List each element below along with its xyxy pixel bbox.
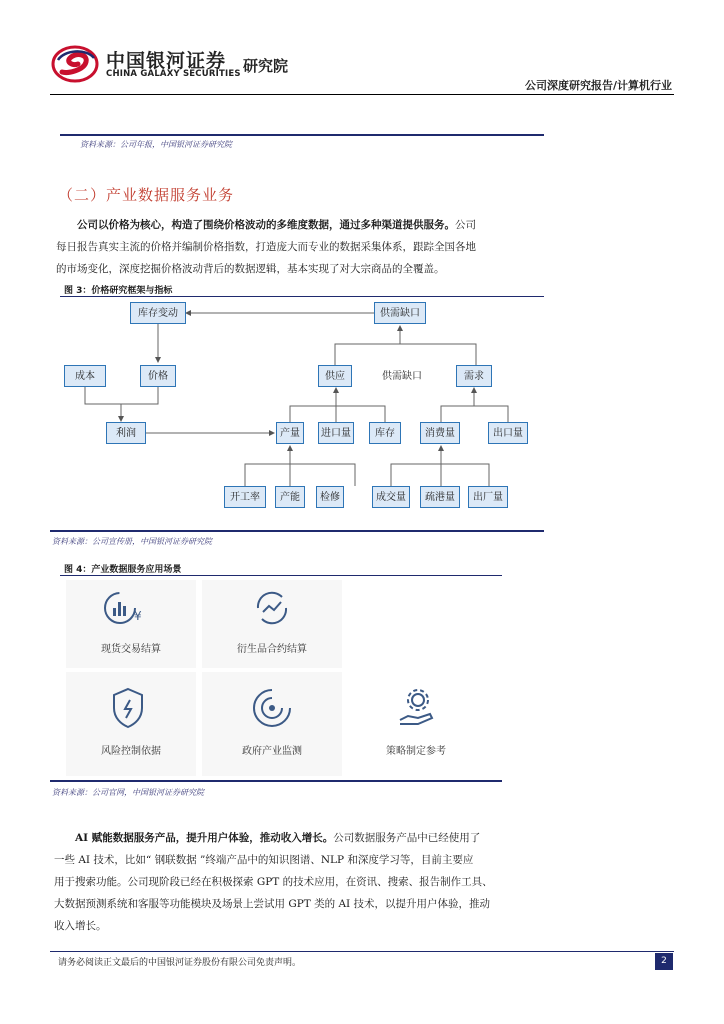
node-supply-gap-top: 供需缺口 bbox=[374, 302, 426, 324]
node-maintenance: 检修 bbox=[316, 486, 344, 508]
paragraph-line: 的市场变化，深度挖掘价格波动背后的数据逻辑，基本实现了对大宗商品的全覆盖。 bbox=[56, 263, 445, 275]
source-divider bbox=[50, 780, 502, 782]
source-note-1: 资料来源：公司年报，中国银河证券研究院 bbox=[80, 140, 232, 149]
brand-name-cn: 中国银河证券 bbox=[106, 50, 227, 72]
paragraph-lead: 公司以价格为核心，构造了围绕价格波动的多维度数据，通过多种渠道提供服务。 bbox=[77, 219, 455, 231]
figure-4-rule bbox=[60, 575, 502, 576]
source-note-3: 资料来源：公司官网，中国银河证券研究院 bbox=[52, 788, 204, 797]
figure-3-caption: 图 3：价格研究框架与指标 bbox=[64, 286, 173, 296]
node-factory-out: 出厂量 bbox=[468, 486, 508, 508]
target-gauge-icon bbox=[252, 686, 292, 730]
chart-yen-icon bbox=[102, 588, 146, 628]
page-number: 2 bbox=[655, 953, 673, 970]
paragraph-ai bbox=[54, 827, 564, 937]
node-output: 产量 bbox=[276, 422, 304, 444]
source-divider bbox=[50, 530, 544, 532]
paragraph-lead: AI 赋能数据服务产品，提升用户体验，推动收入增长。 bbox=[75, 832, 334, 844]
tile-spot-settlement bbox=[66, 580, 196, 668]
paragraph-line: 每日报告真实主流的价格并编制价格指数，打造庞大而专业的数据采集体系，跟踪全国各地 bbox=[56, 241, 476, 253]
trend-cycle-icon bbox=[252, 588, 292, 628]
shield-bolt-icon bbox=[108, 686, 148, 730]
tile-strategy-reference bbox=[346, 672, 486, 776]
node-supply-gap: 供需缺口 bbox=[374, 365, 430, 387]
tile-label: 政府产业监测 bbox=[242, 746, 302, 757]
paragraph-line: 一些 AI 技术，比如“ 钢联数据 ”终端产品中的知识图谱、NLP 和深度学习等，目前主要应 bbox=[54, 854, 474, 866]
paragraph-text: 公司数据服务产品中已经使用了 bbox=[333, 832, 481, 844]
node-profit: 利润 bbox=[106, 422, 146, 444]
paragraph-line: 大数据预测系统和客服等功能模块及场景上尝试用 GPT 类的 AI 技术，以提升用户体验，推动 bbox=[54, 898, 491, 910]
report-type: 公司深度研究报告/计算机行业 bbox=[524, 79, 672, 92]
tile-derivatives-settlement bbox=[202, 580, 342, 668]
tile-risk-control bbox=[66, 672, 196, 776]
brand-name-en: CHINA GALAXY SECURITIES bbox=[106, 69, 241, 79]
tile-label: 衍生品合约结算 bbox=[237, 644, 307, 655]
svg-text:¥: ¥ bbox=[134, 609, 142, 623]
footer-disclaimer: 请务必阅读正文最后的中国银河证券股份有限公司免责声明。 bbox=[58, 958, 302, 968]
tile-government-monitoring bbox=[202, 672, 342, 776]
node-demand: 需求 bbox=[456, 365, 492, 387]
hand-gear-icon bbox=[396, 686, 436, 730]
node-exports: 出口量 bbox=[488, 422, 528, 444]
node-price: 价格 bbox=[140, 365, 176, 387]
node-utilization: 开工率 bbox=[224, 486, 266, 508]
paragraph-text: 公司 bbox=[455, 219, 476, 231]
node-cost: 成本 bbox=[64, 365, 106, 387]
institute-name: 研究院 bbox=[243, 57, 289, 75]
figure-4-caption: 图 4：产业数据服务应用场景 bbox=[64, 565, 182, 575]
node-consumption: 消费量 bbox=[420, 422, 460, 444]
node-supply: 供应 bbox=[318, 365, 352, 387]
node-volume: 成交量 bbox=[372, 486, 410, 508]
node-imports: 进口量 bbox=[318, 422, 354, 444]
source-note-2: 资料来源：公司宣传册，中国银河证券研究院 bbox=[52, 537, 212, 546]
node-inventory-change: 库存变动 bbox=[130, 302, 186, 324]
footer-divider bbox=[50, 951, 674, 952]
section-heading: （二）产业数据服务业务 bbox=[58, 186, 235, 204]
node-port-volume: 疏港量 bbox=[420, 486, 460, 508]
tile-label: 现货交易结算 bbox=[101, 644, 161, 655]
node-stock: 库存 bbox=[369, 422, 401, 444]
paragraph-line: 收入增长。 bbox=[54, 920, 107, 932]
paragraph-line: 用于搜索功能。公司现阶段已经在积极探索 GPT 的技术应用，在资讯、搜索、报告制作工具、 bbox=[54, 876, 493, 888]
node-capacity: 产能 bbox=[275, 486, 305, 508]
tile-label: 风险控制依据 bbox=[101, 746, 161, 757]
tile-label: 策略制定参考 bbox=[386, 746, 446, 757]
